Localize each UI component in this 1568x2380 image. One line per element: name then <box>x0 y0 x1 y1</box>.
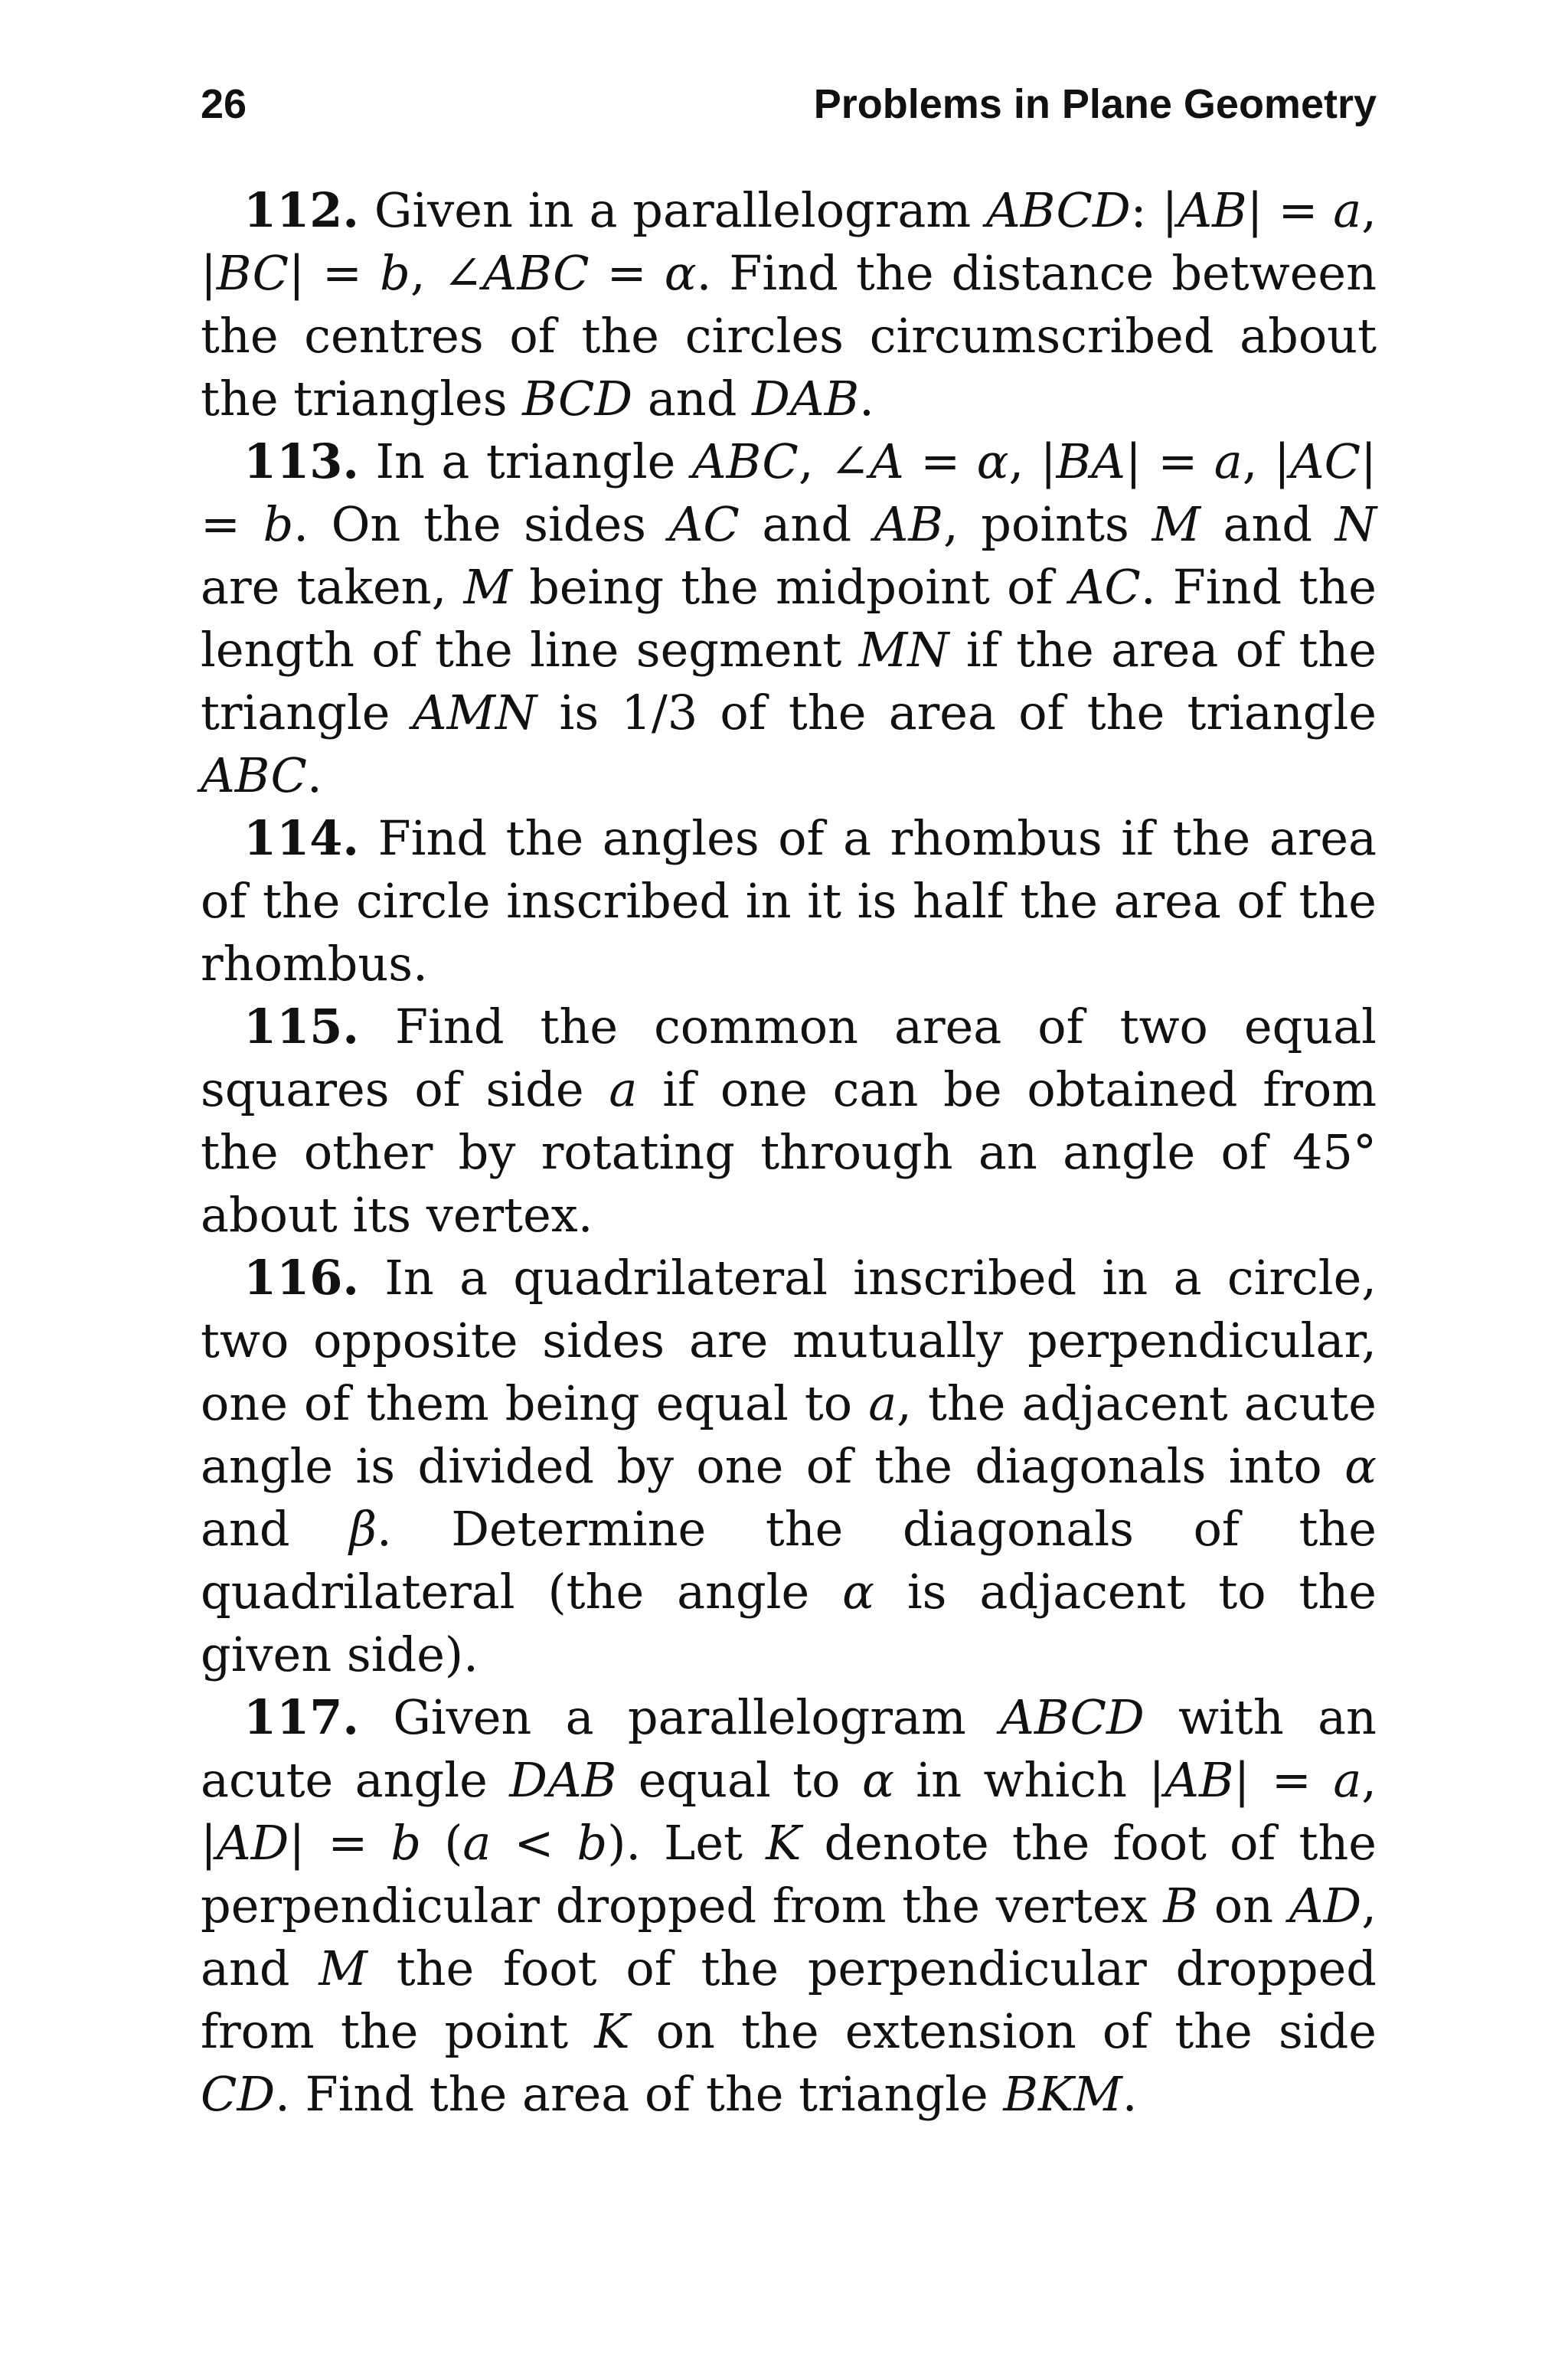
problem-text: ( <box>421 1815 463 1871</box>
math-expression: α <box>1344 1438 1377 1494</box>
problem-117 <box>201 1686 1377 2126</box>
problem-text: , and <box>201 1878 1377 1996</box>
problem-text: denote the foot of the perpendicular dropped from the vertex <box>201 1815 1377 1934</box>
problem-text: . <box>859 371 874 427</box>
problem-text: the foot of the perpendicular dropped from the point <box>201 1940 1377 2059</box>
problem-text: . Determine the diagonals of the quadrilateral (the angle <box>201 1501 1377 1620</box>
math-expression: β <box>349 1501 377 1557</box>
problem-116 <box>201 1247 1377 1686</box>
problem-text: if one can be obtained from the other by rotating through an angle of 45° about its vertex. <box>201 1061 1377 1243</box>
math-expression: AD <box>1289 1878 1362 1934</box>
problem-112 <box>201 179 1377 430</box>
math-expression: AB <box>874 496 943 552</box>
problem-text: In a triangle <box>375 433 692 489</box>
problem-text: being the midpoint of <box>511 559 1070 615</box>
math-expression: AC <box>668 496 740 552</box>
problem-number: 114. <box>243 810 360 866</box>
math-expression: |BA| = a <box>1040 433 1243 489</box>
problem-text: , <box>1361 182 1377 238</box>
math-expression: ABCD <box>986 182 1131 238</box>
problem-text: Given in a parallelogram <box>374 182 987 238</box>
math-expression: M <box>318 1940 368 1996</box>
math-expression: DAB <box>752 371 860 427</box>
math-expression: ABC <box>201 747 307 803</box>
problem-number: 117. <box>243 1689 360 1745</box>
page-number: 26 <box>201 81 247 127</box>
math-expression: ∠ABC = α <box>443 245 697 301</box>
problem-text: with an acute angle <box>201 1689 1377 1808</box>
math-expression: a < b <box>462 1815 608 1871</box>
problem-text: equal to <box>616 1752 862 1808</box>
math-expression: MN <box>858 622 949 678</box>
problem-text: , <box>798 433 831 489</box>
problem-text: In a quadrilateral inscribed in a circle, two opposite sides are mutually perpendicular, one of them being equal to <box>201 1250 1377 1431</box>
math-expression: |AB| = a <box>1161 182 1362 238</box>
problem-text: are taken, <box>201 559 464 615</box>
math-expression: K <box>594 2003 630 2059</box>
math-expression: BKM <box>1003 2066 1122 2122</box>
problem-text: on the extension of the side <box>629 2003 1377 2059</box>
math-expression: CD <box>201 2066 276 2122</box>
math-expression: K <box>766 1815 802 1871</box>
math-expression: AC <box>1070 559 1141 615</box>
problem-text: , <box>1008 433 1040 489</box>
problem-text: if the area of the triangle <box>201 622 1377 740</box>
problem-text: . On the sides <box>293 496 669 552</box>
problem-text: : <box>1130 182 1162 238</box>
problem-text: is adjacent to the given side). <box>201 1564 1377 1682</box>
math-expression: DAB <box>509 1752 617 1808</box>
math-expression: ∠A = α <box>830 433 1009 489</box>
problem-text: and <box>632 371 753 427</box>
problem-text: , <box>410 245 443 301</box>
problem-115 <box>201 995 1377 1247</box>
problem-number: 115. <box>243 999 360 1054</box>
problem-list <box>201 179 1377 2126</box>
running-title: Problems in Plane Geometry <box>813 81 1377 127</box>
problem-text: , the adjacent acute angle is divided by one of the diagonals into <box>201 1375 1377 1494</box>
math-expression: |BC| = b <box>201 245 410 301</box>
problem-number: 112. <box>243 182 360 238</box>
math-expression: α <box>842 1564 874 1620</box>
problem-text: . Find the length of the line segment <box>201 559 1377 678</box>
math-expression: N <box>1334 496 1377 552</box>
math-expression: a <box>609 1061 638 1117</box>
problem-text: Find the angles of a rhombus if the area of the circle inscribed in it is half the area of the rhombus. <box>201 810 1377 992</box>
math-expression: α <box>861 1752 894 1808</box>
problem-text: is 1/3 of the area of the triangle <box>537 685 1377 740</box>
problem-text: and <box>1200 496 1335 552</box>
math-expression: |AB| = a <box>1148 1752 1362 1808</box>
problem-text: , <box>1361 1752 1377 1808</box>
problem-114 <box>201 807 1377 995</box>
math-expression: B <box>1163 1878 1198 1934</box>
problem-text: . Find the area of the triangle <box>275 2066 1004 2122</box>
problem-text: and <box>201 1501 350 1557</box>
math-expression: ABC <box>691 433 799 489</box>
math-expression: AMN <box>412 685 537 740</box>
problem-text: . <box>1122 2066 1138 2122</box>
math-expression: BCD <box>522 371 633 427</box>
math-expression: |AD| = b <box>201 1815 422 1871</box>
math-expression: M <box>463 559 512 615</box>
problem-text: Find the common area of two equal squares of side <box>201 999 1377 1117</box>
problem-text: , <box>1242 433 1274 489</box>
problem-text: ). Let <box>607 1815 766 1871</box>
math-expression: |AC| = b <box>201 433 1377 552</box>
problem-number: 116. <box>243 1250 360 1306</box>
problem-text: in which <box>893 1752 1149 1808</box>
math-expression: a <box>868 1375 897 1431</box>
math-expression: ABCD <box>1000 1689 1145 1745</box>
problem-text: and <box>739 496 874 552</box>
problem-number: 113. <box>243 433 360 489</box>
problem-text: Given a parallelogram <box>393 1689 1001 1745</box>
problem-text: , points <box>942 496 1152 552</box>
problem-113 <box>201 430 1377 807</box>
page-header <box>201 74 1377 135</box>
problem-text: . <box>306 747 322 803</box>
problem-text: . Find the distance between the centres of the circles circumscribed about the triangles <box>201 245 1377 427</box>
problem-text: on <box>1197 1878 1289 1934</box>
math-expression: M <box>1152 496 1200 552</box>
